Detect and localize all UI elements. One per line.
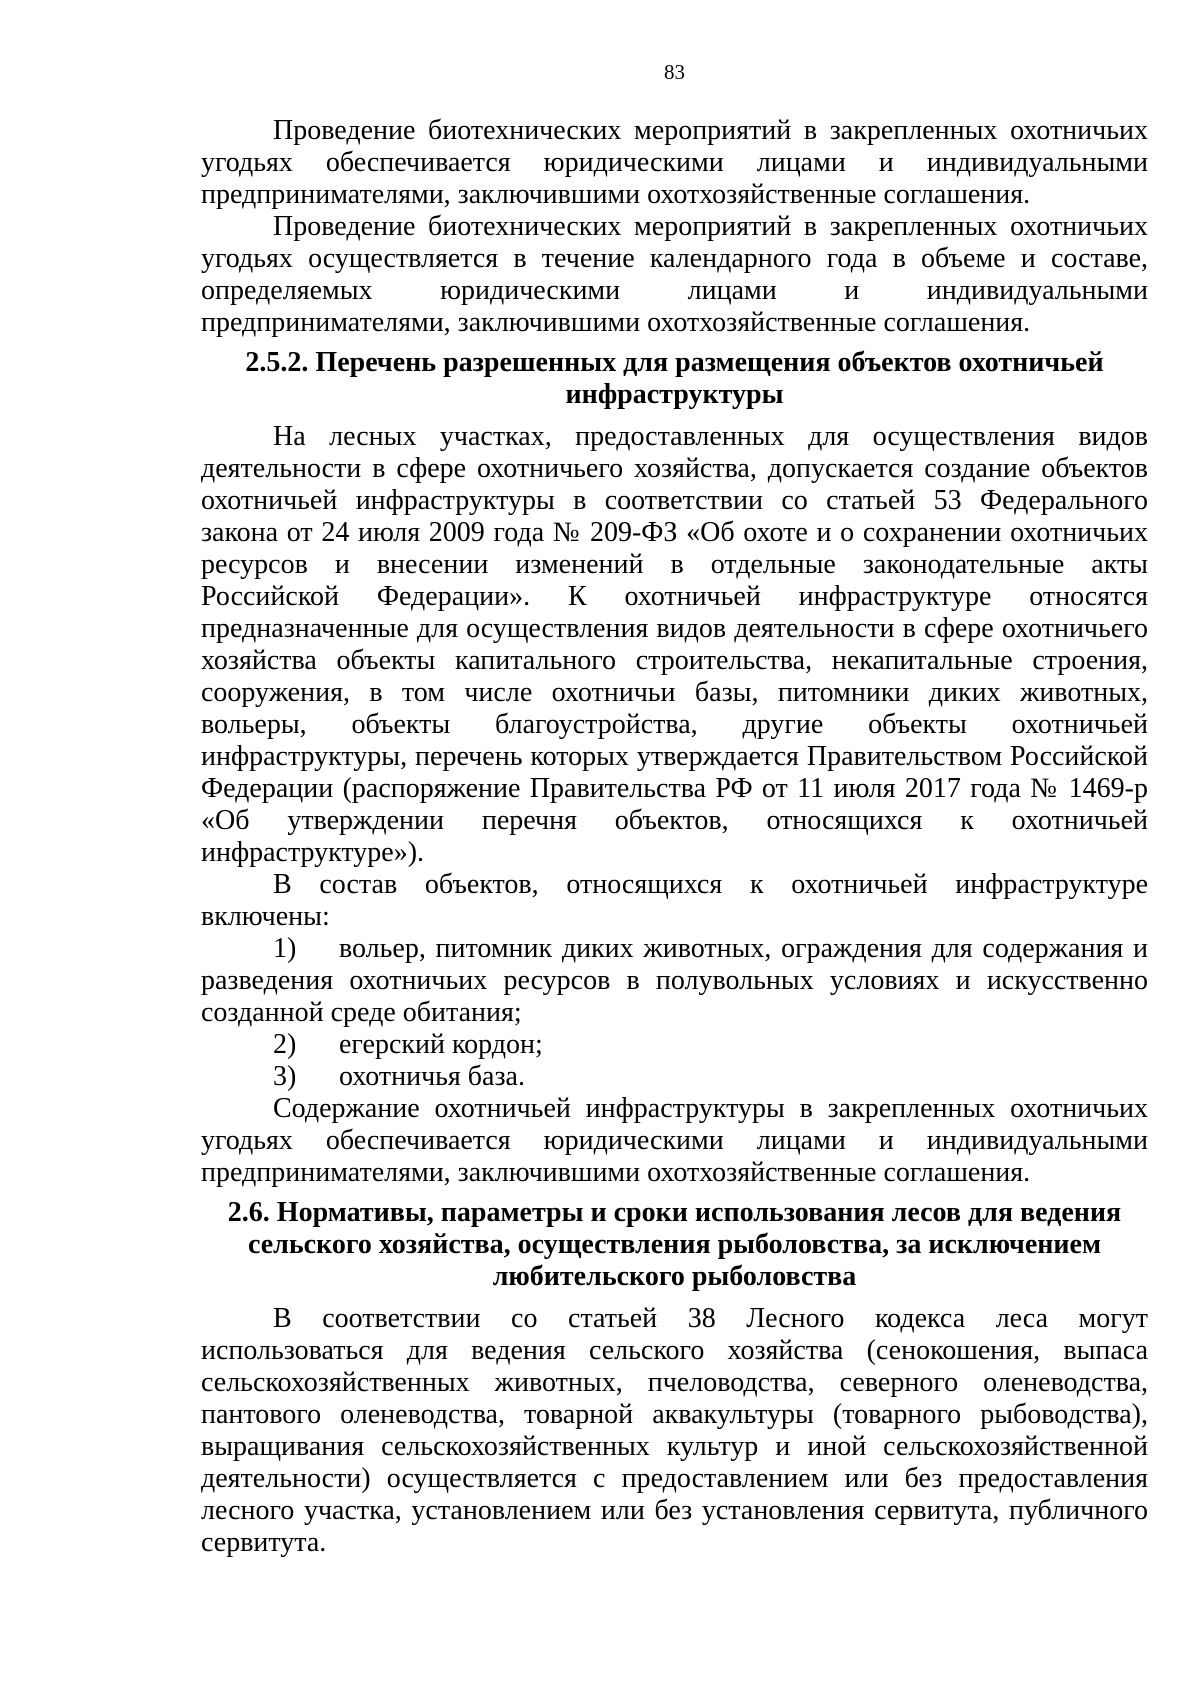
page-number: 83 <box>664 60 685 84</box>
list-item <box>201 1061 1148 1093</box>
section-heading-2-6: 2.6. Нормативы, параметры и сроки использования лесов для ведения сельского хозяйства, осуществления рыболовства, за исключением любительского рыболовства <box>227 1197 1122 1292</box>
list-item-number: 2) <box>273 1029 297 1060</box>
document-body <box>201 115 1148 1559</box>
list-item-text: егерский кордон; <box>339 1029 543 1060</box>
list-item-number: 1) <box>273 933 297 964</box>
list-item-text: охотничья база. <box>339 1061 525 1092</box>
paragraph: В соответствии со статьей 38 Лесного кодекса леса могут использоваться для ведения сельского хозяйства (сенокошения, выпаса сельскохозяйственных животных, пчеловодства, северного оленеводства, пантового оленеводства, товарной аквакультуры (товарного рыбоводства), выращивания сельскохозяйственных культур и иной сельскохозяйственной деятельности) осуществляется с предоставлением или без предоставления лесного участка, установлением или без установления сервитута, публичного сервитута. <box>201 1303 1148 1558</box>
section-heading-2-5-2: 2.5.2. Перечень разрешенных для размещения объектов охотничьей инфраструктуры <box>245 347 1104 410</box>
paragraph: На лесных участках, предоставленных для осуществления видов деятельности в сфере охотничьего хозяйства, допускается создание объектов охотничьей инфраструктуры в соответствии со статьей 53 Федерального закона от 24 июля 2009 года № 209-ФЗ «Об охоте и о сохранении охотничьих ресурсов и внесении изменений в отдельные законодательные акты Российской Федерации». К охотничьей инфраструктуре относятся предназначенные для осуществления видов деятельности в сфере охотничьего хозяйства объекты капитального строительства, некапитальные строения, сооружения, в том числе охотничьи базы, питомники диких животных, вольеры, объекты благоустройства, другие объекты охотничьей инфраструктуры, перечень которых утверждается Правительством Российской Федерации (распоряжение Правительства РФ от 11 июля 2017 года № 1469-р «Об утверждении перечня объектов, относящихся к охотничьей инфраструктуре»). <box>201 421 1148 868</box>
list-item-number: 3) <box>273 1061 297 1092</box>
list-item <box>201 933 1148 1029</box>
list-item <box>201 1029 1148 1061</box>
paragraph: Содержание охотничьей инфраструктуры в закрепленных охотничьих угодьях обеспечивается юридическими лицами и индивидуальными предпринимателями, заключившими охотхозяйственные соглашения. <box>201 1093 1148 1188</box>
paragraph: Проведение биотехнических мероприятий в закрепленных охотничьих угодьях обеспечивается юридическими лицами и индивидуальными предпринимателями, заключившими охотхозяйственные соглашения. <box>201 115 1148 210</box>
list-item-text: вольер, питомник диких животных, ограждения для содержания и разведения охотничьих ресурсов в полувольных условиях и искусственно созданной среде обитания; <box>201 933 1148 1028</box>
paragraph: В состав объектов, относящихся к охотничьей инфраструктуре включены: <box>201 869 1148 932</box>
paragraph: Проведение биотехнических мероприятий в закрепленных охотничьих угодьях осуществляется в течение календарного года в объеме и составе, определяемых юридическими лицами и индивидуальными предпринимателями, заключившими охотхозяйственные соглашения. <box>201 211 1148 338</box>
